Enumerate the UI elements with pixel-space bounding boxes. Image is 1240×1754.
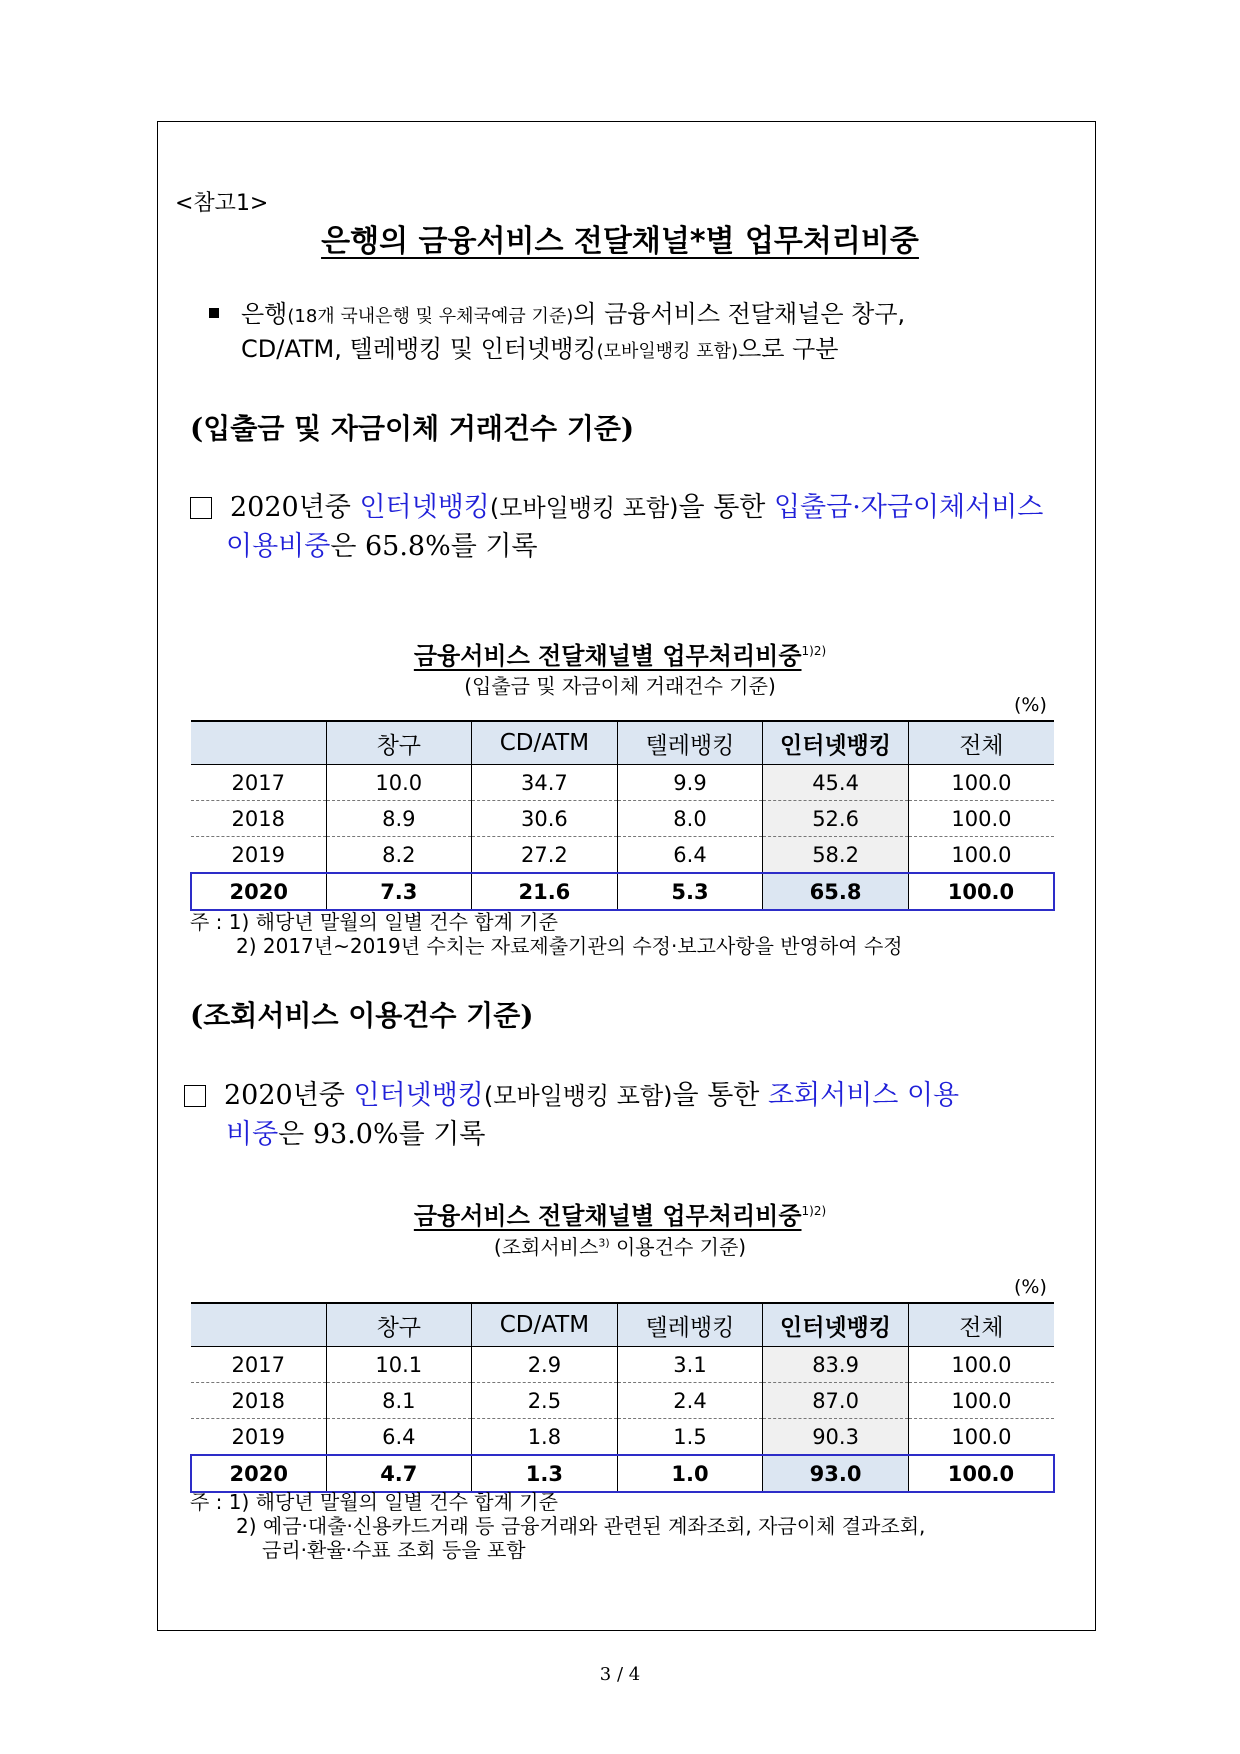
section2-summary-line-1: 2020년중 인터넷뱅킹(모바일뱅킹 포함)을 통한 조회서비스 이용 bbox=[184, 1073, 959, 1112]
table-cell: 100.0 bbox=[908, 1419, 1054, 1456]
table-row-highlight bbox=[191, 873, 1054, 910]
table1-header-cell: 인터넷뱅킹 bbox=[763, 721, 909, 765]
table-cell: 2019 bbox=[191, 837, 326, 874]
table-cell: 6.4 bbox=[617, 837, 763, 874]
table2-subtitle: (조회서비스$^{3)}$ 이용건수 기준) bbox=[493, 1235, 747, 1259]
table-cell: 65.8 bbox=[763, 873, 909, 910]
page-number: 3 / 4 bbox=[599, 1664, 641, 1685]
table-cell: 58.2 bbox=[763, 837, 909, 874]
table-row-highlight bbox=[191, 1455, 1054, 1492]
table1-header-cell bbox=[191, 721, 326, 765]
table1-header-cell: 창구 bbox=[326, 721, 472, 765]
table2-header-cell: 인터넷뱅킹 bbox=[763, 1303, 909, 1347]
table1-header-cell: 텔레뱅킹 bbox=[617, 721, 763, 765]
table1-note-2: 2) 2017년~2019년 수치는 자료제출기관의 수정·보고사항을 반영하여 수정 bbox=[236, 934, 903, 958]
table-cell: 10.1 bbox=[326, 1347, 472, 1383]
table-cell: 100.0 bbox=[908, 873, 1054, 910]
table2-header-cell bbox=[191, 1303, 326, 1347]
table-cell: 10.0 bbox=[326, 765, 472, 801]
section2-heading: (조회서비스 이용건수 기준) bbox=[190, 999, 534, 1032]
table-cell: 2.9 bbox=[472, 1347, 618, 1383]
reference-label: <참고1> bbox=[175, 191, 269, 216]
table2-note-3: 금리·환율·수표 조회 등을 포함 bbox=[262, 1538, 526, 1562]
table-cell: 93.0 bbox=[763, 1455, 909, 1492]
table-row bbox=[191, 1383, 1054, 1419]
table-cell: 1.8 bbox=[472, 1419, 618, 1456]
table-cell: 100.0 bbox=[908, 801, 1054, 837]
table-cell: 34.7 bbox=[472, 765, 618, 801]
table-row bbox=[191, 1419, 1054, 1456]
table2-header-row bbox=[191, 1303, 1054, 1347]
table2-unit: (%) bbox=[1014, 1276, 1047, 1298]
table-cell: 2.5 bbox=[472, 1383, 618, 1419]
table2-header-cell: 텔레뱅킹 bbox=[617, 1303, 763, 1347]
table-cell: 2020 bbox=[191, 873, 326, 910]
table2 bbox=[190, 1302, 1055, 1493]
table-cell: 5.3 bbox=[617, 873, 763, 910]
checkbox-icon bbox=[184, 1085, 206, 1107]
table-cell: 45.4 bbox=[763, 765, 909, 801]
table-cell: 2017 bbox=[191, 1347, 326, 1383]
table-cell: 52.6 bbox=[763, 801, 909, 837]
table2-header-cell: CD/ATM bbox=[472, 1303, 618, 1347]
table1-unit: (%) bbox=[1014, 694, 1047, 716]
table1 bbox=[190, 720, 1055, 911]
main-title: 은행의 금융서비스 전달채널*별 업무처리비중 bbox=[321, 224, 919, 259]
table-row bbox=[191, 801, 1054, 837]
table-row bbox=[191, 765, 1054, 801]
table-cell: 3.1 bbox=[617, 1347, 763, 1383]
table-cell: 8.1 bbox=[326, 1383, 472, 1419]
table-cell: 1.3 bbox=[472, 1455, 618, 1492]
table1-header-cell: CD/ATM bbox=[472, 721, 618, 765]
table-cell: 6.4 bbox=[326, 1419, 472, 1456]
square-bullet-icon bbox=[209, 308, 219, 318]
section1-summary-line-1: 2020년중 인터넷뱅킹(모바일뱅킹 포함)을 통한 입출금·자금이체서비스 bbox=[190, 485, 1043, 524]
table-cell: 2019 bbox=[191, 1419, 326, 1456]
table-cell: 2017 bbox=[191, 765, 326, 801]
table1-header-row bbox=[191, 721, 1054, 765]
table-cell: 100.0 bbox=[908, 1455, 1054, 1492]
table-cell: 87.0 bbox=[763, 1383, 909, 1419]
table-cell: 100.0 bbox=[908, 765, 1054, 801]
checkbox-icon bbox=[190, 497, 212, 519]
section1-summary-line-2: 이용비중은 65.8%를 기록 bbox=[226, 531, 538, 562]
table2-header-cell: 창구 bbox=[326, 1303, 472, 1347]
section1-heading: (입출금 및 자금이체 거래건수 기준) bbox=[190, 412, 635, 445]
table-cell: 100.0 bbox=[908, 1347, 1054, 1383]
table-row bbox=[191, 837, 1054, 874]
table-row bbox=[191, 1347, 1054, 1383]
table1-subtitle: (입출금 및 자금이체 거래건수 기준) bbox=[464, 674, 776, 698]
table-cell: 2.4 bbox=[617, 1383, 763, 1419]
table-cell: 2020 bbox=[191, 1455, 326, 1492]
intro-line-1: 은행(18개 국내은행 및 우체국예금 기준)의 금융서비스 전달채널은 창구, bbox=[209, 294, 905, 329]
table2-note-2: 2) 예금·대출·신용카드거래 등 금융거래와 관련된 계좌조회, 자금이체 결과조회, bbox=[236, 1514, 926, 1538]
table-cell: 1.0 bbox=[617, 1455, 763, 1492]
table1-note-1: 주 : 1) 해당년 말월의 일별 건수 합계 기준 bbox=[190, 910, 558, 934]
table-cell: 2018 bbox=[191, 801, 326, 837]
table-cell: 8.2 bbox=[326, 837, 472, 874]
table-cell: 27.2 bbox=[472, 837, 618, 874]
table-cell: 4.7 bbox=[326, 1455, 472, 1492]
table1-title: 금융서비스 전달채널별 업무처리비중$^{1)2)}$ bbox=[413, 642, 827, 670]
table2-header-cell: 전체 bbox=[908, 1303, 1054, 1347]
table-cell: 8.9 bbox=[326, 801, 472, 837]
table-cell: 2018 bbox=[191, 1383, 326, 1419]
table-cell: 100.0 bbox=[908, 1383, 1054, 1419]
table1-header-cell: 전체 bbox=[908, 721, 1054, 765]
table-cell: 100.0 bbox=[908, 837, 1054, 874]
table-cell: 9.9 bbox=[617, 765, 763, 801]
table-cell: 7.3 bbox=[326, 873, 472, 910]
section2-summary-line-2: 비중은 93.0%를 기록 bbox=[226, 1119, 486, 1150]
table-cell: 83.9 bbox=[763, 1347, 909, 1383]
table-cell: 30.6 bbox=[472, 801, 618, 837]
table-cell: 90.3 bbox=[763, 1419, 909, 1456]
table-cell: 8.0 bbox=[617, 801, 763, 837]
table-cell: 21.6 bbox=[472, 873, 618, 910]
table2-title: 금융서비스 전달채널별 업무처리비중$^{1)2)}$ bbox=[413, 1202, 827, 1230]
table2-note-1: 주 : 1) 해당년 말월의 일별 건수 합계 기준 bbox=[190, 1490, 558, 1514]
intro-line-2: CD/ATM, 텔레뱅킹 및 인터넷뱅킹(모바일뱅킹 포함)으로 구분 bbox=[241, 335, 839, 363]
table-cell: 1.5 bbox=[617, 1419, 763, 1456]
